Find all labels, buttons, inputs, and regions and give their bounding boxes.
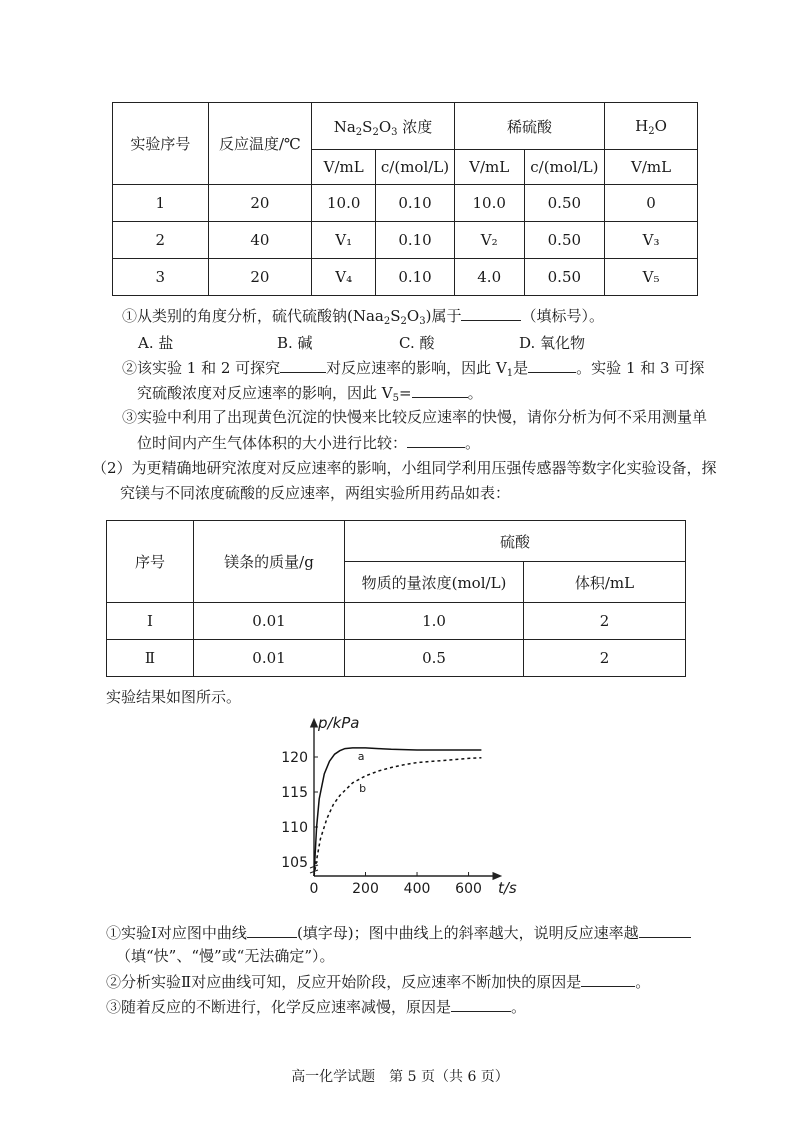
cell: V₂ bbox=[454, 222, 524, 259]
series-b-line bbox=[314, 758, 481, 876]
cell: 2 bbox=[524, 640, 686, 677]
part-2-line-2: 究镁与不同浓度硫酸的反应速率，两组实验所用药品如表： bbox=[120, 484, 511, 502]
x-axis-label: t/s bbox=[498, 879, 517, 897]
header-acid: 硫酸 bbox=[345, 521, 686, 562]
y-tick-label: 120 bbox=[281, 750, 308, 766]
cell: 0.01 bbox=[194, 640, 345, 677]
option-d: D. 氧化物 bbox=[519, 334, 586, 352]
experiment-table-2 bbox=[106, 520, 686, 677]
cell: 0.5 bbox=[345, 640, 524, 677]
series-b-label: b bbox=[359, 782, 367, 795]
question-3-line-2 bbox=[137, 431, 480, 454]
cell: 2 bbox=[524, 603, 686, 640]
part-2-line-1: （2）为更精确地研究浓度对反应速率的影响，小组同学利用压强传感器等数字化实验设备，探 bbox=[92, 459, 717, 477]
subquestion-1-line-2: （填“快”、“慢”或“无法确定”）。 bbox=[116, 947, 335, 965]
question-text: )属于 bbox=[425, 307, 462, 325]
header-conc: c/(mol/L) bbox=[376, 150, 455, 185]
cell: 20 bbox=[208, 185, 312, 222]
question-text: 。 bbox=[511, 998, 527, 1016]
cell: V₁ bbox=[312, 222, 376, 259]
series-a-line bbox=[314, 748, 481, 876]
y-tick-label: 115 bbox=[281, 785, 308, 801]
question-3-line-1: ③实验中利用了出现黄色沉淀的快慢来比较反应速率的快慢，请你分析为何不采用测量单 bbox=[122, 408, 708, 426]
header-na2s2o3: $Na_2S_2O_3$ 浓度 bbox=[312, 103, 455, 150]
cell: 0.01 bbox=[194, 603, 345, 640]
header-mass: 镁条的质量/g bbox=[194, 521, 345, 603]
question-text: ②分析实验Ⅱ对应曲线可知，反应开始阶段，反应速率不断加快的原因是 bbox=[106, 973, 582, 991]
table-row bbox=[107, 603, 686, 640]
cell: 2 bbox=[113, 222, 209, 259]
x-tick-label: 0 bbox=[309, 881, 319, 897]
option-c: C. 酸 bbox=[399, 334, 435, 352]
answer-blank[interactable] bbox=[461, 304, 521, 321]
option-b: B. 碱 bbox=[277, 334, 313, 352]
series-a-label: a bbox=[357, 749, 365, 763]
page-footer: 高一化学试题 第 5 页（共 6 页） bbox=[291, 1069, 509, 1085]
question-text: ③随着反应的不断进行，化学反应速率减慢，原因是 bbox=[106, 998, 452, 1016]
answer-blank[interactable] bbox=[280, 356, 326, 373]
answer-blank[interactable] bbox=[247, 921, 297, 938]
cell: V₄ bbox=[312, 259, 376, 296]
answer-blank[interactable] bbox=[451, 995, 511, 1012]
header-seq: 实验序号 bbox=[113, 103, 209, 185]
table-row bbox=[107, 640, 686, 677]
cell: 0.50 bbox=[524, 222, 605, 259]
header-temp: 反应温度/℃ bbox=[208, 103, 312, 185]
question-text: 位时间内产生气体体积的大小进行比较： bbox=[137, 434, 408, 452]
subquestion-2 bbox=[106, 970, 650, 993]
question-text: 是 bbox=[513, 359, 529, 377]
question-text: 。 bbox=[465, 434, 481, 452]
cell: 20 bbox=[208, 259, 312, 296]
subquestion-1-line-1 bbox=[106, 921, 691, 944]
answer-blank[interactable] bbox=[407, 431, 465, 448]
cell: 10.0 bbox=[454, 185, 524, 222]
question-2-line-2: 究硫酸浓度对反应速率的影响，因此 $V_5=$ 。 bbox=[137, 381, 483, 404]
x-tick-label: 200 bbox=[352, 881, 379, 897]
y-axis-label: p/kPa bbox=[318, 714, 360, 732]
cell: 4.0 bbox=[454, 259, 524, 296]
cell: 10.0 bbox=[312, 185, 376, 222]
cell: Ⅰ bbox=[107, 603, 194, 640]
question-text: ①从类别的角度分析，硫代硫酸钠(Na bbox=[122, 307, 375, 325]
cell: 1 bbox=[113, 185, 209, 222]
x-tick-label: 600 bbox=[455, 881, 482, 897]
table-row bbox=[113, 259, 698, 296]
answer-blank[interactable] bbox=[412, 381, 468, 398]
table-row bbox=[113, 185, 698, 222]
experiment-table-1 bbox=[112, 102, 698, 296]
header-vol: V/mL bbox=[605, 150, 698, 185]
table-row bbox=[113, 222, 698, 259]
cell: V₅ bbox=[605, 259, 698, 296]
header-conc: c/(mol/L) bbox=[524, 150, 605, 185]
y-tick-label: 105 bbox=[281, 855, 308, 871]
x-tick-label: 400 bbox=[403, 881, 431, 897]
question-text: 。 bbox=[467, 384, 483, 402]
question-1: ①从类别的角度分析，硫代硫酸钠$(Naa_2S_2O_3)$属于 （填标号）。 bbox=[122, 304, 604, 327]
question-2-line-1: ②该实验 1 和 2 可探究 对反应速率的影响，因此 $V_1$是 。实验 1 和 3 可探 bbox=[122, 356, 704, 379]
answer-blank[interactable] bbox=[639, 921, 691, 938]
header-vol: V/mL bbox=[454, 150, 524, 185]
header-water: $H_2O$ bbox=[605, 103, 698, 150]
question-text: 究硫酸浓度对反应速率的影响，因此 V bbox=[137, 384, 393, 402]
question-text: 。实验 1 和 3 可探 bbox=[576, 359, 705, 377]
question-text: (填字母)；图中曲线上的斜率越大，说明反应速率越 bbox=[296, 924, 639, 942]
cell: Ⅱ bbox=[107, 640, 194, 677]
header-conc: 物质的量浓度(mol/L) bbox=[345, 562, 524, 603]
question-text: ①实验Ⅰ对应图中曲线 bbox=[106, 924, 247, 942]
y-tick-label: 110 bbox=[281, 820, 308, 836]
result-text: 实验结果如图所示。 bbox=[106, 688, 242, 706]
header-vol: 体积/mL bbox=[524, 562, 686, 603]
question-text: 。 bbox=[635, 973, 651, 991]
pressure-time-chart bbox=[270, 712, 517, 900]
cell: 0.10 bbox=[376, 185, 455, 222]
subquestion-3 bbox=[106, 995, 526, 1018]
question-text: = bbox=[398, 384, 412, 402]
question-text: （填标号）。 bbox=[521, 307, 604, 325]
header-seq: 序号 bbox=[107, 521, 194, 603]
cell: 1.0 bbox=[345, 603, 524, 640]
question-text: 对反应速率的影响，因此 V bbox=[326, 359, 507, 377]
cell: 0.50 bbox=[524, 259, 605, 296]
cell: 0.10 bbox=[376, 259, 455, 296]
cell: 40 bbox=[208, 222, 312, 259]
header-vol: V/mL bbox=[312, 150, 376, 185]
cell: 0 bbox=[605, 185, 698, 222]
option-a: A. 盐 bbox=[138, 334, 174, 352]
cell: V₃ bbox=[605, 222, 698, 259]
cell: 3 bbox=[113, 259, 209, 296]
header-h2so4: 稀硫酸 bbox=[454, 103, 604, 150]
cell: 0.10 bbox=[376, 222, 455, 259]
question-text: ②该实验 1 和 2 可探究 bbox=[122, 359, 281, 377]
answer-blank[interactable] bbox=[528, 356, 576, 373]
cell: 0.50 bbox=[524, 185, 605, 222]
header-na2s2o3-label: 浓度 bbox=[402, 117, 433, 136]
answer-blank[interactable] bbox=[581, 970, 635, 987]
